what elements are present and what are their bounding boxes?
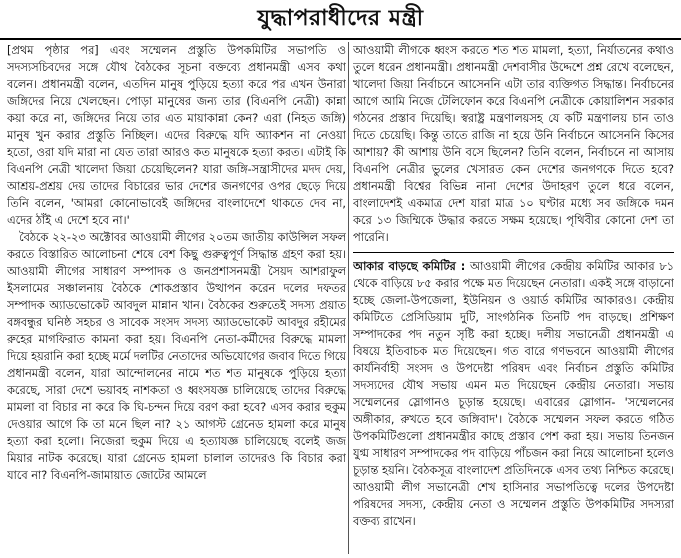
right-paragraph-bottom-body: আওয়ামী লীগের কেন্দ্রীয় কমিটির আকার ৮১ থেকে বাড়িয়ে ৮৫ করার পক্ষে মত দিয়েছেন নেতারা। একই সঙ্গে বাড়ানো হচ্ছে জেলা-উপজেলা, ইউনিয়ন ও ওয়ার্ড কমিটির আকারও। কেন্দ্রীয় কমিটিতে প্রেসিডিয়াম দুটি, সাংগঠনিক তিনটি পদ বাড়ছে। প্রশিক্ষণ সম্পাদকের পদ নতুন সৃষ্টি করা হচ্ছে। দলীয় সভানেত্রী প্রধানমন্ত্রী এ বিষয়ে ইতিবাচক মত দিয়েছেন। গত বারে গণভবনে আওয়ামী লীগের কার্যনির্বাহী সংসদ ও উপদেষ্টা পরিষদ এবং নির্বাচন প্রস্তুতি কমিটির সদস্যদের যৌথ সভায় এমন মত দিয়েছেন কেন্দ্রীয় নেতারা। সভায় সম্মেলনের স্লোগানও চূড়ান্ত হয়েছে। এবারের স্লোগান- 'সম্মেলনের অঙ্গীকার, রুখতে হবে জঙ্গিবাদ'। বৈঠকে সম্মেলন সফল করতে গঠিত উপকমিটিগুলো প্রধানমন্ত্রীর কাছে প্রস্তাব পেশ করা হয়। সভায় তিনজন যুগ্ম সাধারণ সম্পাদকের পদ বাড়িয়ে পাঁচজন করা নিয়ে আলোচনা হলেও চূড়ান্ত হয়নি। বৈঠকসূত্র বাংলাদেশ প্রতিদিনকে এসব তথ্য নিশ্চিত করেছে। আওয়ামী লীগ সভানেত্রী শেখ হাসিনার সভাপতিত্বে দলের উপদেষ্টা পরিষদের সদস্য, কেন্দ্রীয় নেতা ও সম্মেলন প্রস্তুতি উপকমিটির সদস্যরা বক্তব্য রাখেন।	[353, 260, 674, 528]
left-paragraph-2: বৈঠকে ২২-২৩ অক্টোবর আওয়ামী লীগের ২০তম জাতীয় কাউন্সিল সফল করতে বিস্তারিত আলোচনা শেষে বেশ কিছু গুরুত্বপূর্ণ সিদ্ধান্ত গ্রহণ করা হয়। আওয়ামী লীগের সাধারণ সম্পাদক ও জনপ্রশাসনমন্ত্রী সৈয়দ আশরাফুল ইসলামের সঞ্চালনায় বৈঠকে শোকপ্রস্তাব উত্থাপন করেন দলের দফতর সম্পাদক অ্যাডভোকেট আবদুল মান্নান খান। বৈঠকের শুরুতেই সদস্য প্রয়াত বঙ্গবন্ধুর ঘনিষ্ঠ সহচর ও সাবেক সংসদ সদস্য অ্যাডভোকেট আবদুর রহীমের রুহের মাগফিরাত কামনা করা হয়। বিএনপি নেতা-কর্মীদের বিরুদ্ধে মামলা দিয়ে হয়রানি করা হচ্ছে মর্মে দলটির নেতাদের অভিযোগের জবাব দিতে গিয়ে প্রধানমন্ত্রী বলেন, যারা আন্দোলনের নামে শত শত মানুষকে পুড়িয়ে হত্যা করেছে, সারা দেশে ভয়াবহ নাশকতা ও ধ্বংসযজ্ঞ চালিয়েছে তাদের বিরুদ্ধে মামলা বা বিচার না করে কি ঘি-চন্দন দিয়ে বরণ করা হবে? এসব করার হুকুম দেওয়ার আগে কি তা মনে ছিল না? ২১ আগস্ট গ্রেনেড হামলা করে মানুষ হত্যা করা হলো। নিজেরা হুকুম দিয়ে এ হত্যাযজ্ঞ চালিয়েছে বলেই জজ মিয়ার নাটক করেছে। যারা গ্রেনেড হামলা চালাল তাদেরও কি বিচার করা যাবে না? বিএনপি-জামায়াত জোটের আমলে	[7, 231, 346, 482]
right-paragraph-bottom	[353, 258, 674, 530]
right-column	[353, 42, 674, 552]
subheading-committee-size: আকার বাড়ছে কমিটির :	[353, 260, 466, 273]
headline: যুদ্ধাপরাধীদের মন্ত্রী	[257, 4, 424, 31]
section-divider	[353, 252, 674, 253]
left-column	[7, 42, 346, 552]
headline-band	[0, 0, 681, 40]
column-divider	[348, 42, 349, 554]
left-paragraph-1: [প্রথম পৃষ্ঠার পর] এবং সম্মেলন প্রস্তুতি উপকমিটির সভাপতি ও সদস্যসচিবদের সঙ্গে যৌথ বৈঠকের সূচনা বক্তব্যে প্রধানমন্ত্রী এসব কথা বলেন। প্রধানমন্ত্রী বলেন, এতদিন মানুষ পুড়িয়ে হত্যা করে পর এখন উনারা জঙ্গিদের নিয়ে খেলছেন। পোড়া মানুষের জন্য তার (বিএনপি নেত্রী) কান্না কয়া করে না, জঙ্গিদের নিয়ে তার এত মায়াকান্না কেন? এরা (নিহত জঙ্গি) মানুষ খুন করার প্রস্তুতি নিচ্ছিল। এদের বিরুদ্ধে যদি অ্যাকশন না নেওয়া হতো, ওরা যদি মারা না যেত তারা আরও কত মানুষকে হত্যা করত। এটাই কি বিএনপি নেত্রী খালেদা জিয়া চেয়েছিলেন? যারা জঙ্গি-সন্ত্রাসীদের মদদ দেয়, আশ্রয়-প্রশ্রয় দেয় তাদের বিচারের ভার দেশের জনগণের ওপর ছেড়ে দিয়ে তিনি বলেন, 'আমরা কোনোভাবেই জঙ্গিদের বাংলাদেশে থাকতে দেব না, এদের ঠাঁই এ দেশে হবে না।'	[7, 44, 346, 227]
right-paragraph-top: আওয়ামী লীগকে ধ্বংস করতে শত শত মামলা, হত্যা, নির্যাতনের কথাও তুলে ধরেন প্রধানমন্ত্রী। প্রধানমন্ত্রী দেশবাসীর উদ্দেশে প্রশ্ন রেখে বলেছেন, খালেদা জিয়া নির্বাচনে আসেননি এটা তার ব্যক্তিগত সিদ্ধান্ত। নির্বাচনের আগে আমি নিজে টেলিফোন করে বিএনপি নেত্রীকে কোয়ালিশন সরকার গঠনের প্রস্তাব দিয়েছি। স্বরাষ্ট্র মন্ত্রণালয়সহ যে কটি মন্ত্রণালয় চান তাও দিতে চেয়েছি। কিন্তু তাতে রাজি না হয়ে উনি নির্বাচনে আসেননি কিসের আশায়? কী আশায় উনি বসে ছিলেন? তিনি বলেন, নির্বাচনে না আসায় বিএনপি নেত্রীর ভুলের খেসারত কেন দেশের জনগণকে দিতে হবে? প্রধানমন্ত্রী বিশ্বের বিভিন্ন নানা দেশের উদাহরণ তুলে ধরে বলেন, বাংলাদেশই একমাত্র দেশ যারা মাত্র ১০ ঘণ্টার মধ্যে সব জঙ্গিকে দমন করে ১৩ জিম্মিকে উদ্ধার করতে সক্ষম হয়েছে। পৃথিবীর কোনো দেশ তা পারেনি।	[353, 44, 674, 244]
